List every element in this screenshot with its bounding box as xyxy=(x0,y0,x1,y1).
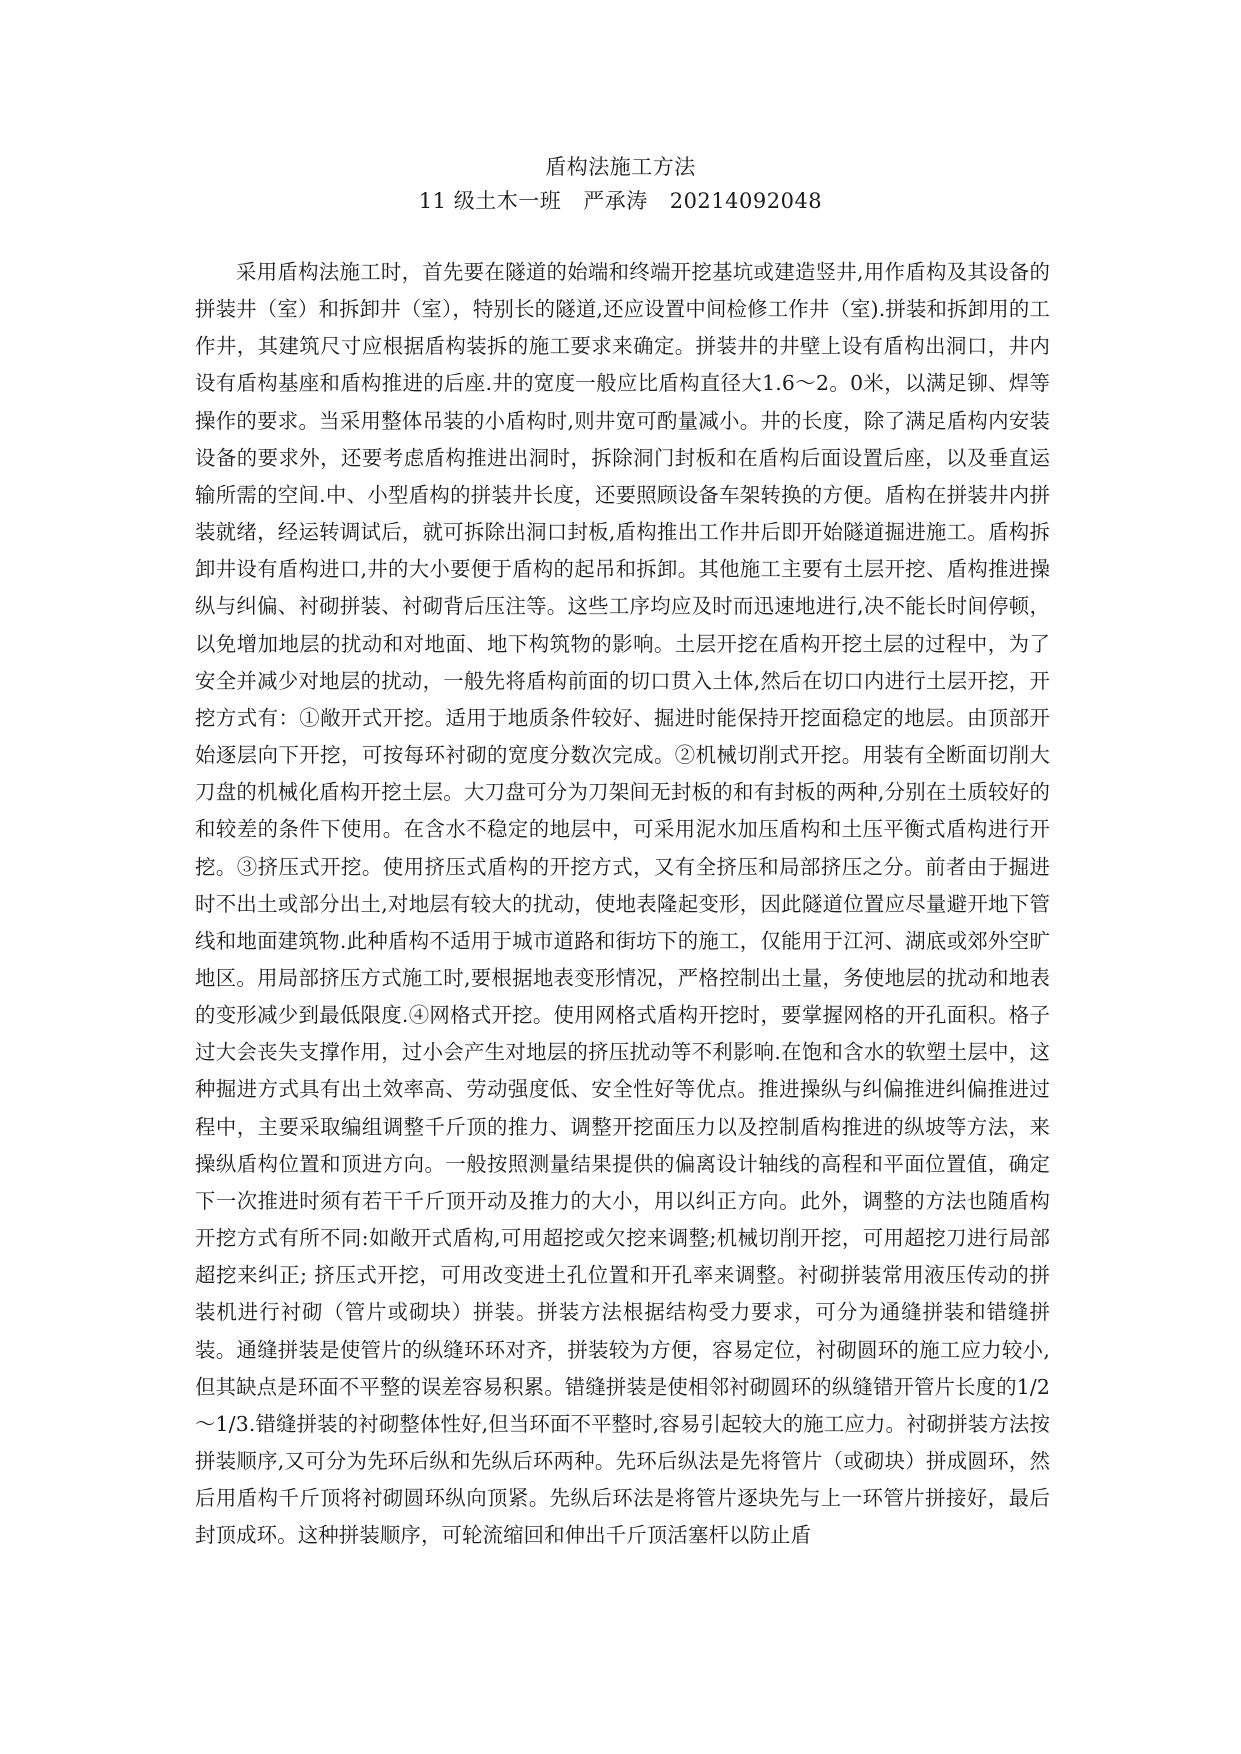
body-paragraph: 采用盾构法施工时，首先要在隧道的始端和终端开挖基坑或建造竖井,用作盾构及其设备的拼装井（室）和拆卸井（室），特别长的隧道,还应设置中间检修工作井（室).拼装和拆卸用的工作井，其建筑尺寸应根据盾构装拆的施工要求来确定。拼装井的井壁上设有盾构出洞口，井内设有盾构基座和盾构推进的后座.井的宽度一般应比盾构直径大1.6～2。0米，以满足铆、焊等操作的要求。当采用整体吊装的小盾构时,则井宽可酌量减小。井的长度，除了满足盾构内安装设备的要求外，还要考虑盾构推进出洞时，拆除洞门封板和在盾构后面设置后座，以及垂直运输所需的空间.中、小型盾构的拼装井长度，还要照顾设备车架转换的方便。盾构在拼装井内拼装就绪，经运转调试后，就可拆除出洞口封板,盾构推出工作井后即开始隧道掘进施工。盾构拆卸井设有盾构进口,井的大小要便于盾构的起吊和拆卸。其他施工主要有土层开挖、盾构推进操纵与纠偏、衬砌拼装、衬砌背后压注等。这些工序均应及时而迅速地进行,决不能长时间停顿，以免增加地层的扰动和对地面、地下构筑物的影响。土层开挖在盾构开挖土层的过程中，为了安全并减少对地层的扰动，一般先将盾构前面的切口贯入土体,然后在切口内进行土层开挖，开挖方式有：①敞开式开挖。适用于地质条件较好、掘进时能保持开挖面稳定的地层。由顶部开始逐层向下开挖，可按每环衬砌的宽度分数次完成。②机械切削式开挖。用装有全断面切削大刀盘的机械化盾构开挖土层。大刀盘可分为刀架间无封板的和有封板的两种,分别在土质较好的和较差的条件下使用。在含水不稳定的地层中，可采用泥水加压盾构和土压平衡式盾构进行开挖。③挤压式开挖。使用挤压式盾构的开挖方式，又有全挤压和局部挤压之分。前者由于掘进时不出土或部分出土,对地层有较大的扰动，使地表隆起变形，因此隧道位置应尽量避开地下管线和地面建筑物.此种盾构不适用于城市道路和街坊下的施工，仅能用于江河、湖底或郊外空旷地区。用局部挤压方式施工时,要根据地表变形情况，严格控制出土量，务使地层的扰动和地表的变形减少到最低限度.④网格式开挖。使用网格式盾构开挖时，要掌握网格的开孔面积。格子过大会丧失支撑作用，过小会产生对地层的挤压扰动等不利影响.在饱和含水的软塑土层中，这种掘进方式具有出土效率高、劳动强度低、安全性好等优点。推进操纵与纠偏推进纠偏推进过程中，主要采取编组调整千斤顶的推力、调整开挖面压力以及控制盾构推进的纵坡等方法，来操纵盾构位置和顶进方向。一般按照测量结果提供的偏离设计轴线的高程和平面位置值，确定下一次推进时须有若干千斤顶开动及推力的大小，用以纠正方向。此外，调整的方法也随盾构开挖方式有所不同:如敞开式盾构,可用超挖或欠挖来调整;机械切削开挖，可用超挖刀进行局部超挖来纠正; 挤压式开挖，可用改变进土孔位置和开孔率来调整。衬砌拼装常用液压传动的拼装机进行衬砌（管片或砌块）拼装。拼装方法根据结构受力要求，可分为通缝拼装和错缝拼装。通缝拼装是使管片的纵缝环环对齐，拼装较为方便，容易定位，衬砌圆环的施工应力较小,但其缺点是环面不平整的误差容易积累。错缝拼装是使相邻衬砌圆环的纵缝错开管片长度的1/2～1/3.错缝拼装的衬砌整体性好,但当环面不平整时,容易引起较大的施工应力。衬砌拼装方法按拼装顺序,又可分为先环后纵和先纵后环两种。先环后纵法是先将管片（或砌块）拼成圆环，然后用盾构千斤顶将衬砌圆环纵向顶紧。先纵后环法是将管片逐块先与上一环管片拼接好，最后封顶成环。这种拼装顺序，可轮流缩回和伸出千斤顶活塞杆以防止盾 xyxy=(195,260,1050,1548)
author-class: 11 级土木一班 xyxy=(418,189,562,213)
author-name: 严承涛 xyxy=(583,189,648,213)
document-title: 盾构法施工方法 xyxy=(545,155,696,179)
student-id: 20214092048 xyxy=(669,189,823,213)
author-line xyxy=(0,186,1241,216)
